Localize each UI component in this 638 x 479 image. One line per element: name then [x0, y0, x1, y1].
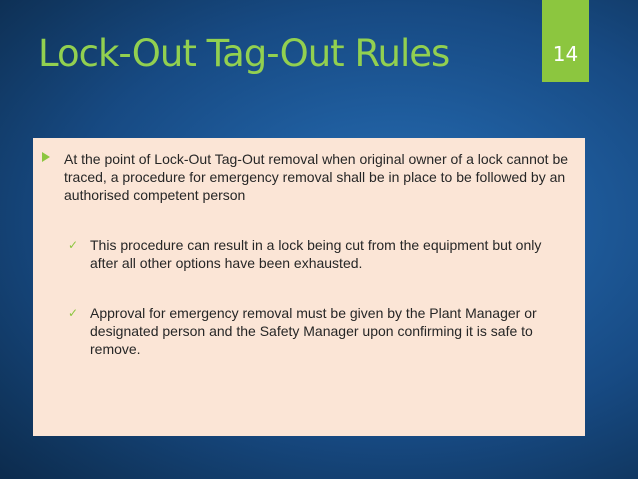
checkmark-icon: ✓ [68, 306, 79, 320]
checkmark-icon: ✓ [68, 238, 79, 252]
sub-bullet-text: This procedure can result in a lock being cut from the equipment but only after all other options have been exhausted. [90, 237, 542, 271]
page-number-badge [542, 0, 589, 82]
sub-bullet-text: Approval for emergency removal must be given by the Plant Manager or designated person and the Safety Manager upon confirming it is safe to remove. [90, 305, 537, 357]
triangle-right-icon [42, 152, 50, 162]
page-number: 14 [552, 42, 579, 66]
slide-title: Lock-Out Tag-Out Rules [38, 32, 450, 75]
main-bullet-text: At the point of Lock-Out Tag-Out removal when original owner of a lock cannot be traced, a procedure for emergency removal shall be in place to be followed by an authorised competent person [64, 151, 569, 203]
